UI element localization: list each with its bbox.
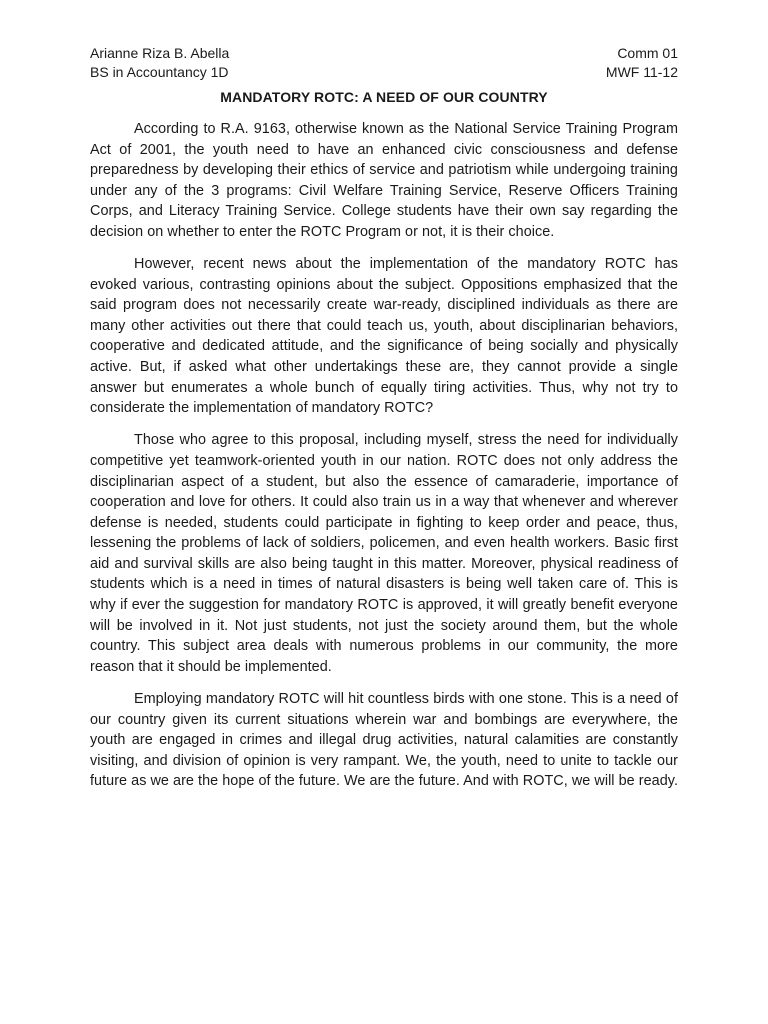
- subject-code: Comm 01: [617, 45, 678, 61]
- document-header: [90, 44, 678, 82]
- paragraph: However, recent news about the implementation of the mandatory ROTC has evoked various, contrasting opinions about the subject. Oppositions emphasized that the said program does not necessarily create war-ready, disciplined individuals as there are many other activities out there that could teach us, youth, about disciplinarian behaviors, cooperative and dedicated attitude, and the significance of being socially and physically active. But, if asked what other undertakings these are, they cannot provide a single answer but enumerates a whole bunch of equally tiring activities. Thus, why not try to considerate the implementation of mandatory ROTC?: [90, 256, 678, 417]
- paragraph: Those who agree to this proposal, including myself, stress the need for individually competitive yet teamwork-oriented youth in our nation. ROTC does not only address the disciplinarian aspect of a student, but also the essence of camaraderie, importance of cooperation and love for others. It could also train us in a way that whenever and wherever defense is needed, students could participate in fighting to keep order and peace, thus, lessening the problems of lack of soldiers, policemen, and even health workers. Basic first aid and survival skills are also being taught in this matter. Moreover, physical readiness of students which is a need in times of natural disasters is being well taken care of. This is why if ever the suggestion for mandatory ROTC is approved, it will greatly benefit everyone will be involved in it. Not just students, not just the society around them, but the whole country. This subject area deals with numerous problems in our community, the more reason that it should be implemented.: [90, 432, 678, 675]
- paragraph: According to R.A. 9163, otherwise known as the National Service Training Program Act of 2001, the youth need to have an enhanced civic consciousness and defense preparedness by developing their ethics of service and patriotism while undergoing training under any of the 3 programs: Civil Welfare Training Service, Reserve Officers Training Corps, and Literacy Training Service. College students have their own say regarding the decision on whether to enter the ROTC Program or not, it is their choice.: [90, 121, 678, 240]
- author-name: Arianne Riza B. Abella: [90, 45, 230, 61]
- document-title: MANDATORY ROTC: A NEED OF OUR COUNTRY: [220, 89, 548, 105]
- header-row-2: [90, 63, 678, 82]
- paragraph: Employing mandatory ROTC will hit countless birds with one stone. This is a need of our country given its current situations wherein war and bombings are everywhere, the youth are engaged in crimes and illegal drug activities, natural calamities are constantly visiting, and division of opinion is very rampant. We, the youth, need to unite to tackle our future as we are the hope of the future. We are the future. And with ROTC, we will be ready.: [90, 690, 678, 790]
- document-body: [90, 119, 678, 792]
- course-program: BS in Accountancy 1D: [90, 64, 229, 80]
- class-schedule: MWF 11-12: [605, 64, 678, 80]
- header-row-1: [90, 44, 678, 63]
- document-page: [90, 0, 678, 1024]
